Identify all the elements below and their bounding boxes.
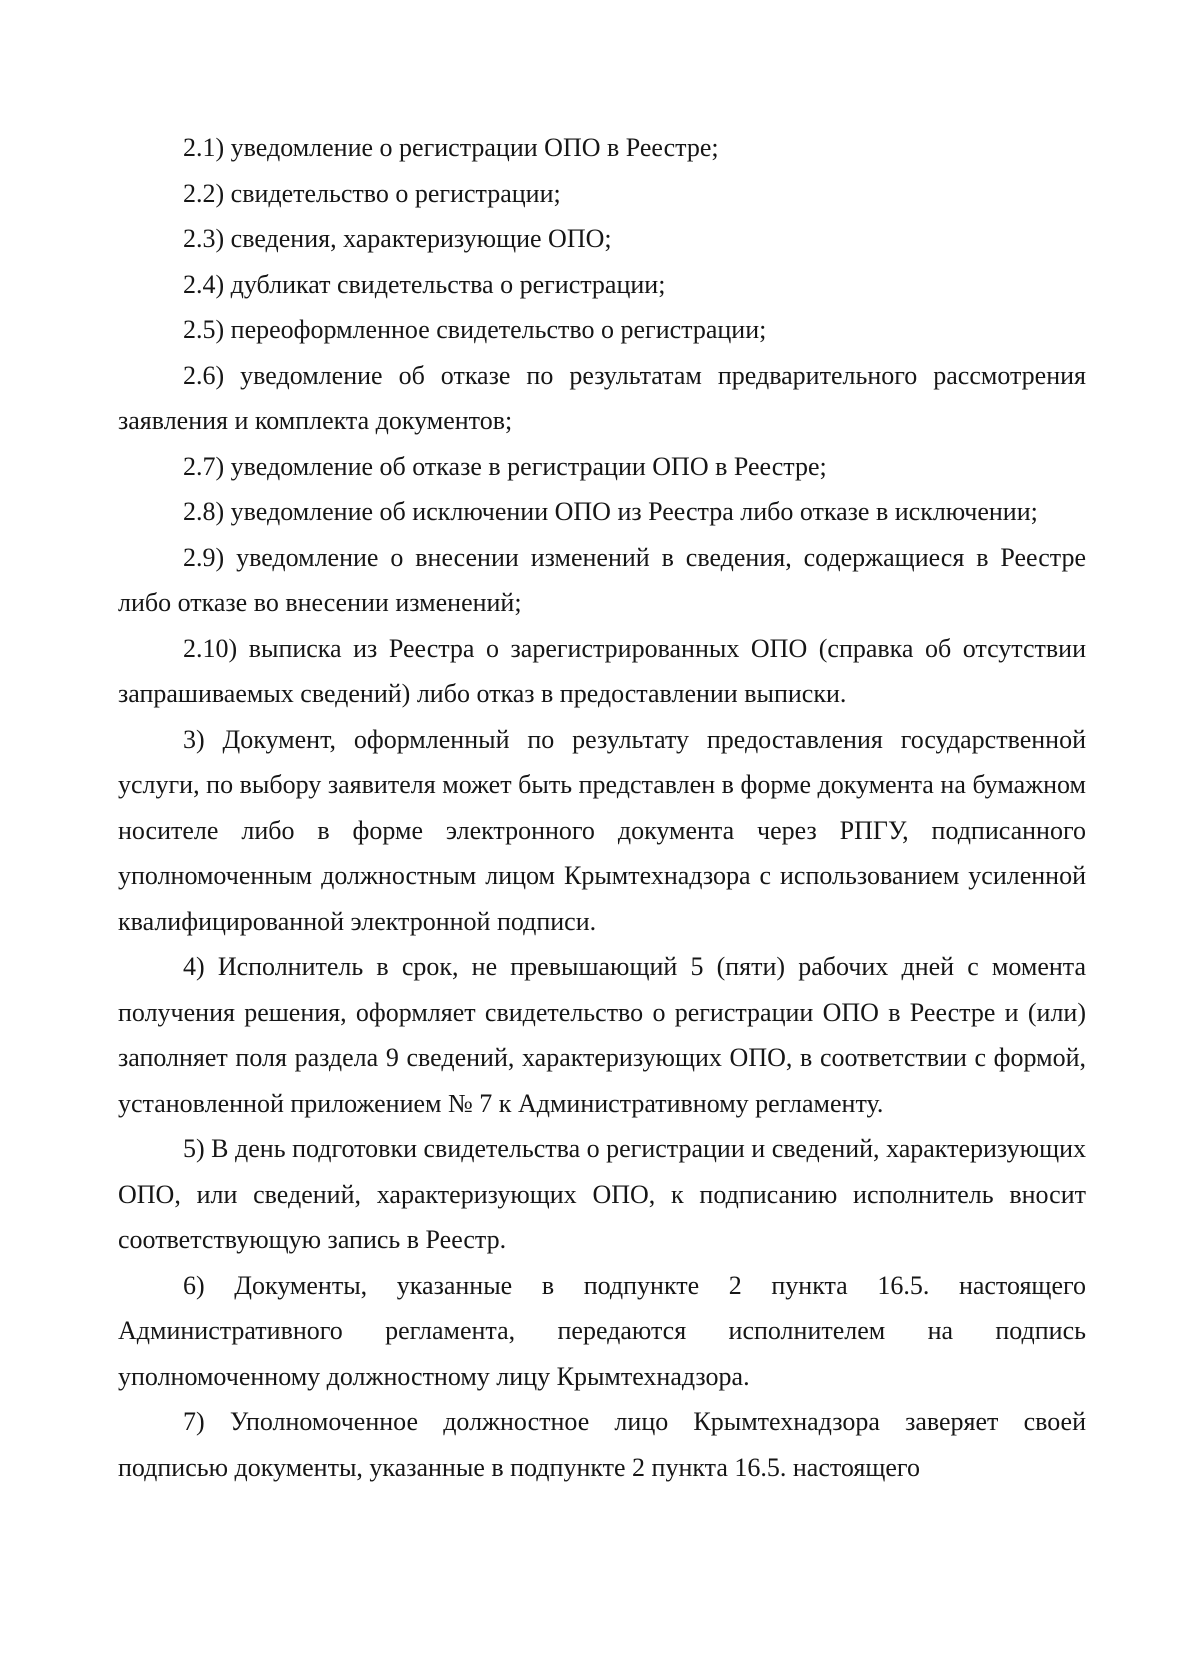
paragraph-5: 5) В день подготовки свидетельства о регистрации и сведений, характеризующих ОПО, или сведений, характеризующих ОПО, к подписанию исполнитель вносит соответствующую запись в Реестр. [118, 1134, 1086, 1254]
paragraph-4: 4) Исполнитель в срок, не превышающий 5 (пяти) рабочих дней с момента получения решения, оформляет свидетельство о регистрации ОПО в Реестре и (или) заполняет поля раздела 9 сведений, характеризующих ОПО, в соответствии с формой, установленной приложением № 7 к Административному регламенту. [118, 952, 1086, 1118]
paragraph-3: 3) Документ, оформленный по результату предоставления государственной услуги, по выбору заявителя может быть представлен в форме документа на бумажном носителе либо в форме электронного документа через РПГУ, подписанного уполномоченным должностным лицом Крымтехнадзора с использованием усиленной квалифицированной электронной подписи. [118, 724, 1086, 936]
paragraph-7: 7) Уполномоченное должностное лицо Крымтехнадзора заверяет своей подписью документы, указанные в подпункте 2 пункта 16.5. настоящего [118, 1407, 1086, 1482]
paragraph-6: 6) Документы, указанные в подпункте 2 пункта 16.5. настоящего Административного регламента, передаются исполнителем на подпись уполномоченному должностному лицу Крымтехнадзора. [118, 1270, 1086, 1391]
list-item-2-8: 2.8) уведомление об исключении ОПО из Реестра либо отказе в исключении; [183, 497, 1038, 526]
list-item-2-10: 2.10) выписка из Реестра о зарегистрированных ОПО (справка об отсутствии запрашиваемых сведений) либо отказ в предоставлении выписки. [118, 633, 1086, 708]
list-item-2-4: 2.4) дубликат свидетельства о регистрации; [183, 269, 666, 299]
document-body [118, 125, 1086, 1490]
list-item-2-5: 2.5) переоформленное свидетельство о регистрации; [183, 315, 767, 344]
list-item-2-2: 2.2) свидетельство о регистрации; [183, 178, 561, 208]
list-item-2-1: 2.1) уведомление о регистрации ОПО в Реестре; [183, 133, 719, 162]
list-item-2-9: 2.9) уведомление о внесении изменений в сведения, содержащиеся в Реестре либо отказе во внесении изменений; [118, 542, 1086, 617]
list-item-2-6: 2.6) уведомление об отказе по результатам предварительного рассмотрения заявления и комплекта документов; [118, 360, 1086, 435]
list-item-2-7: 2.7) уведомление об отказе в регистрации ОПО в Реестре; [183, 451, 827, 481]
list-item-2-3: 2.3) сведения, характеризующие ОПО; [183, 224, 612, 253]
